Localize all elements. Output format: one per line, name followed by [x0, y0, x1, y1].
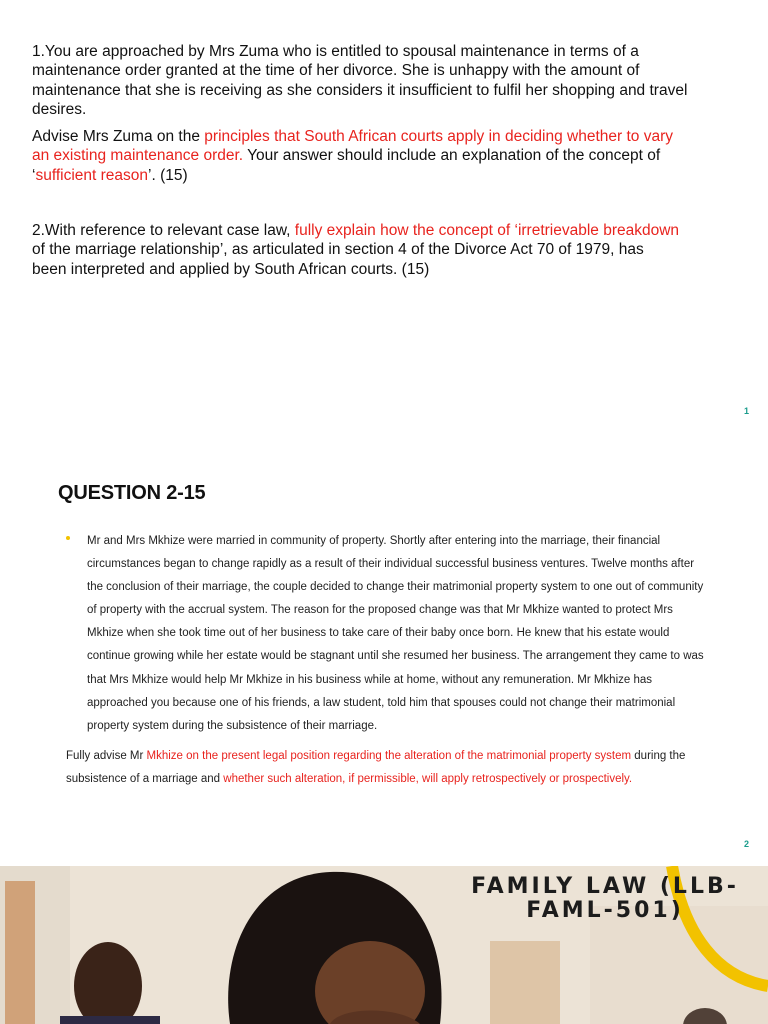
- slide-2: [0, 440, 768, 865]
- bullet-marker: [66, 536, 70, 540]
- q2-prefix: 2.With reference to relevant case law,: [32, 222, 295, 239]
- q1-advise-prefix: Advise Mrs Zuma on the: [32, 128, 205, 145]
- advise-highlight-retrospective: whether such alteration, if permissible, will apply retrospectively or prospectively.: [223, 773, 633, 786]
- advise-highlight-legal-position: Mkhize on the present legal position regarding the alteration of the matrimonial property system: [146, 750, 632, 762]
- slide-1: [0, 0, 768, 440]
- scenario-bullet-text: Mr and Mrs Mkhize were married in community of property. Shortly after entering into the marriage, their financial circumstances began to change rapidly as a result of their individual successful business ventures. Twelve months after the conclusion of their marriage, the couple decided to change their matrimonial property system to one out of community of property with the accrual system. The reason for the proposed change was that Mr Mkhize wanted to protect Mrs Mkhize when she took time out of her business to take care of their baby once born. He knew that his estate would continue growing while her estate would be stagnant until she resumed her business. The arrangement they came to was that Mrs Mkhize would help Mr Mkhize in his business while at home, without any remuneration. Mr Mkhize has approached you because one of his friends, a law student, told him that spouses could not change their matrimonial property system during the subsistence of their marriage.: [87, 535, 704, 732]
- person-left-shirt: [60, 1016, 160, 1024]
- question-2-text: [32, 221, 680, 279]
- advise-instruction: [66, 745, 726, 791]
- slide-3-cover: [0, 866, 768, 1024]
- q1-highlight-sufficient-reason: sufficient reason: [35, 166, 149, 184]
- photo-shelf: [5, 881, 35, 1024]
- photo-cabinet: [490, 941, 560, 1024]
- question-title: QUESTION 2-15: [58, 482, 206, 504]
- advise-prefix: Fully advise Mr: [66, 750, 147, 762]
- q1-advise-suffix: ’. (15): [148, 166, 188, 184]
- question-1-intro: 1.You are approached by Mrs Zuma who is entitled to spousal maintenance in terms of a maintenance order granted at the time of her divorce. She is unhappy with the amount of maintenance that she is receiving as she considers it insufficient to fulfil her shopping and travel desires.: [32, 43, 688, 118]
- course-title: FAMILY LAW (LLB-FAML-501): [471, 874, 739, 923]
- q1-advise-mid: Your answer should include an explanation of the concept of ‘: [32, 147, 661, 184]
- advise-mid: during the subsistence of a marriage and: [66, 750, 686, 786]
- question-1-instruction: [32, 127, 692, 185]
- q2-suffix: of the marriage relationship’, as articulated in section 4 of the Divorce Act 70 of 1979, has been interpreted and applied by South African courts. (15): [32, 241, 644, 278]
- photo-window: [590, 906, 768, 1024]
- page-number: 1: [743, 406, 749, 416]
- page-number: 2: [743, 839, 749, 849]
- q2-highlight: fully explain how the concept of ‘irretrievable breakdown: [294, 222, 680, 239]
- q1-highlight-principles: principles that South African courts apply in deciding whether to vary an existing maintenance order.: [32, 128, 673, 165]
